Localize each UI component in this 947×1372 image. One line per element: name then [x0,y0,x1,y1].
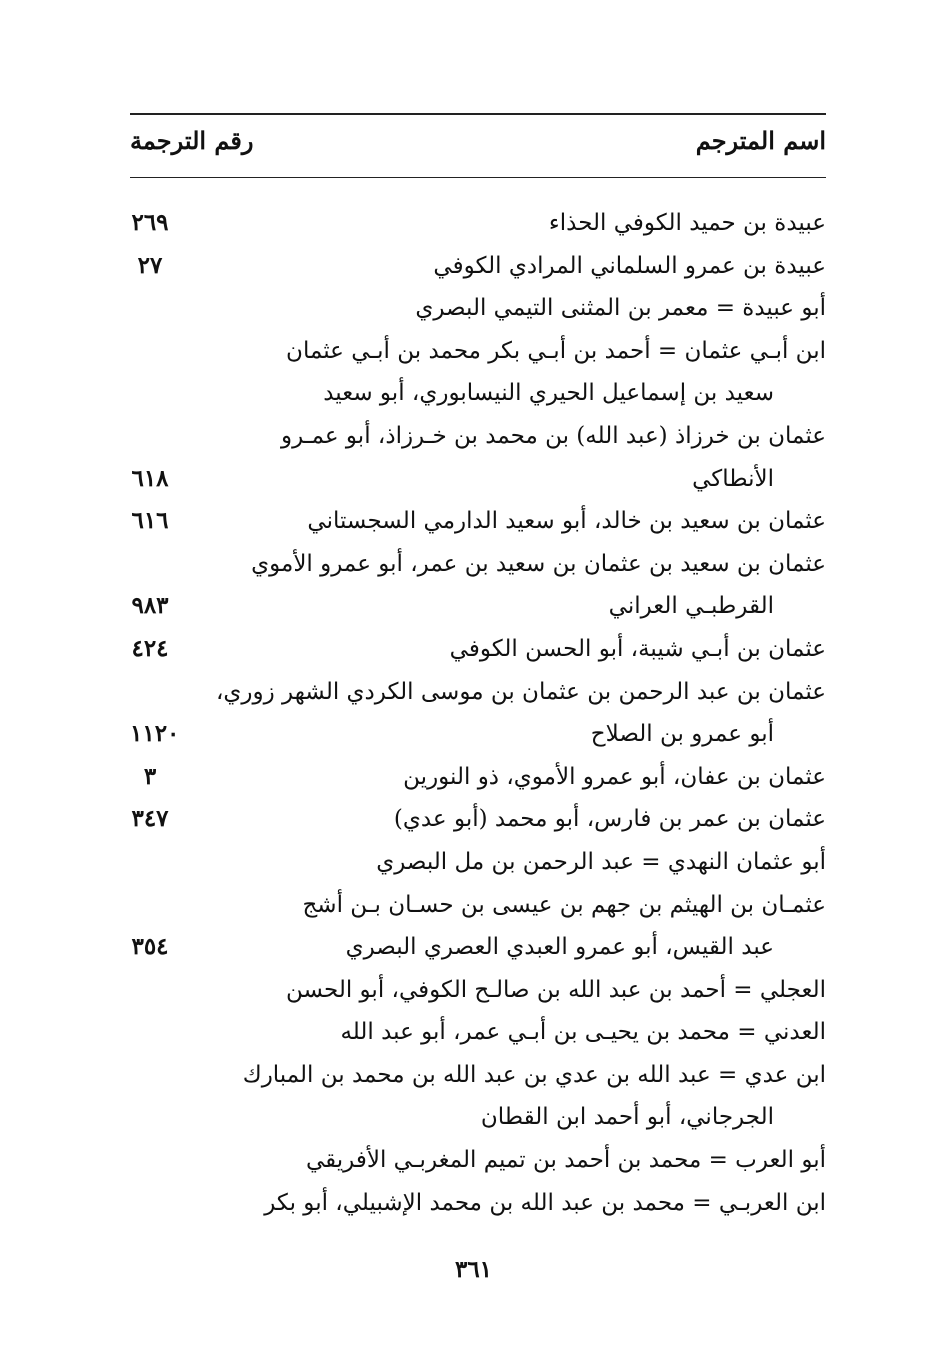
entry-number: ٣٥٤ [131,933,169,961]
entry-number: ٩٨٣ [131,592,169,620]
entry-text: عبد القيس، أبو عمرو العبدي العصري البصري [345,934,774,961]
entry-number: ٢٧ [137,251,163,279]
entry-text: عبيدة بن عمرو السلماني المرادي الكوفي [433,252,826,279]
index-entry-line [130,756,826,799]
index-entry-line [130,458,826,501]
entry-text: عثمان بن سعيد بن عثمان بن سعيد بن عمر، أبو عمرو الأموي [251,550,826,577]
index-entry-line [130,1011,826,1054]
index-entry-line [130,1182,826,1225]
entry-text: العجلي = أحمد بن عبد الله بن صالـح الكوفي، أبو الحسن [285,976,826,1003]
entry-text: عثمان بن عبد الرحمن بن عثمان بن موسى الكردي الشهر زوري، [215,678,826,705]
header-top-rule [130,113,826,115]
index-entry-line [130,926,826,969]
entry-text: عثمان بن أبـي شيبة، أبو الحسن الكوفي [449,635,826,662]
entry-text: ابن أبـي عثمان = أحمد بن أبـي بكر محمد بن أبـي عثمان [286,337,826,364]
entry-text: الجرجاني، أبو أحمد ابن القطان [480,1104,774,1131]
entry-text: أبو عبيدة = معمر بن المثنى التيمي البصري [415,295,826,322]
entry-text: عثمان بن خرزاذ (عبد الله) بن محمد بن خـرزاذ، أبو عمـرو [281,422,826,449]
index-entry-line [130,585,826,628]
column-header-number: رقم الترجمة [130,126,254,155]
entry-number: ٦١٦ [131,507,169,535]
page-number: ٣٦١ [454,1256,493,1283]
index-entry-line [130,500,826,543]
entry-text: الأنطاكي [692,465,774,492]
entry-text: عبيدة بن حميد الكوفي الحذاء [548,210,826,236]
entry-text: القرطبـي العراني [608,593,774,620]
index-entry-line [130,884,826,927]
index-entry-line [130,543,826,586]
index-entry-line [130,1096,826,1139]
index-entry-line [130,1139,826,1182]
entry-text: عثمـان بن الهيثم بن جهم بن عيسى بن حسـان بـن أشج [302,891,826,918]
entry-number: ٣٤٧ [131,805,169,833]
index-entry-line [130,798,826,841]
index-entry-line [130,245,826,288]
index-entry-line [130,1054,826,1097]
entry-number: ٣ [143,762,157,790]
index-entries [130,202,826,1224]
index-entry-line [130,841,826,884]
entry-text: عثمان بن عمر بن فارس، أبو محمد (أبو عدي) [393,806,826,833]
entry-number: ٦١٨ [131,464,169,492]
column-header-name: اسم المترجم [695,126,826,155]
entry-number: ٢٦٩ [131,209,169,236]
index-entry-line [130,671,826,714]
entry-number: ١١٢٠ [130,720,180,748]
entry-text: سعيد بن إسماعيل الحيري النيسابوري، أبو سعيد [323,380,774,407]
index-entry-line [130,372,826,415]
header-bottom-rule [130,177,826,178]
index-entry-line [130,330,826,373]
index-entry-line [130,202,826,245]
entry-text: أبو عثمان النهدي = عبد الرحمن بن مل البصري [376,848,826,875]
entry-text: أبو عمرو بن الصلاح [590,721,774,748]
index-entry-line [130,969,826,1012]
index-entry-line [130,713,826,756]
index-entry-line [130,628,826,671]
entry-text: ابن العربـي = محمد بن عبد الله بن محمد الإشبيلي، أبو بكر [264,1189,826,1216]
entry-text: عثمان بن سعيد بن خالد، أبو سعيد الدارمي السجستاني [307,508,826,535]
entry-text: أبو العرب = محمد بن أحمد بن تميم المغربـي الأفريقي [305,1147,826,1174]
entry-text: عثمان بن عفان، أبو عمرو الأموي، ذو النورين [403,763,826,790]
entry-number: ٤٢٤ [131,634,169,662]
index-entry-line [130,287,826,330]
entry-text: ابن عدي = عبد الله بن عدي بن عبد الله بن محمد بن المبارك [242,1061,826,1088]
index-entry-line [130,415,826,458]
entry-text: العدني = محمد بن يحيـى بن أبـي عمر، أبو عبد الله [340,1019,826,1046]
